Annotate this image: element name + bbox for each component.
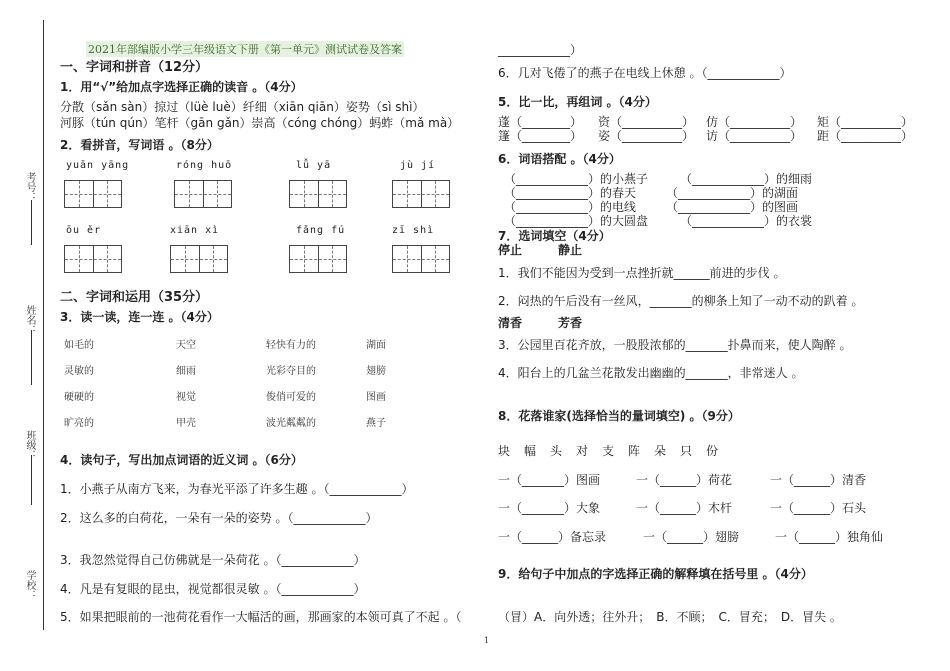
name-label: 姓名： [24, 305, 35, 335]
q4-item-1: 1．小燕子从南方飞来，为春光平添了许多生趣 。（____________） [60, 482, 414, 496]
pinyin-2: róng huō [176, 160, 233, 171]
binding-line [43, 20, 44, 630]
q8-item: 一（_______）图画 [498, 473, 601, 487]
q6-item: （____________）的大圆盘 [504, 214, 649, 228]
writing-grid[interactable] [64, 245, 122, 273]
q1-line2: 河豚（tún qún）笔杆（gān gǎn）崇高（cóng chóng）蚂蚱（mǎ mà） [60, 116, 460, 130]
page-number: 1 [484, 636, 490, 645]
q4-item-3: 3．我忽然觉得自己仿佛就是一朵荷花 。（____________） [60, 553, 366, 567]
match-word: 天空 [176, 340, 196, 351]
match-word: 轻快有力的 [266, 340, 316, 351]
q4-item-5-cont: ____________） [498, 43, 583, 57]
q6-item: （____________）的春天 [504, 186, 637, 200]
q4-item-5: 5．如果把眼前的一池荷花看作一大幅活的画，那画家的本领可真了不起 。（ [60, 610, 462, 624]
match-word: 旷亮的 [64, 418, 94, 429]
q8-item: 一（______）独角仙 [775, 530, 884, 544]
match-word: 湖面 [366, 340, 386, 351]
q8-measure-words: 块 幅 头 对 支 阵 朵 只 份 [498, 444, 720, 458]
q3-title: 3．读一读，连一连 。（4分） [60, 310, 219, 324]
page-title: 2021年部编版小学三年级语文下册《第一单元》测试试卷及答案 [88, 43, 402, 56]
writing-grid[interactable] [392, 180, 450, 208]
q7-word-choices-2: 清香 芳香 [498, 316, 583, 330]
match-word: 波光粼粼的 [266, 418, 316, 429]
q2-title: 2．看拼音，写词语 。（8分） [60, 138, 219, 152]
match-word: 硬硬的 [64, 392, 94, 403]
section-2-title: 二、字词和运用（35分） [60, 290, 209, 305]
q1-line1: 分散（sǎn sàn）掠过（lüè luè）纤细（xiān qiān）姿势（sì shì） [60, 100, 425, 114]
exam-no-line [31, 200, 32, 245]
q8-item: 一（______）翅膀 [643, 530, 740, 544]
match-word: 燕子 [366, 418, 386, 429]
q5-word: 访（__________） [706, 129, 803, 143]
q7-sentence-4: 4．阳台上的几盆兰花散发出幽幽的_______，非常迷人 。 [498, 366, 804, 380]
school-label: 学校： [24, 570, 35, 600]
q8-item: 一（_______）大象 [498, 501, 601, 515]
q8-item: 一（______）石头 [770, 501, 867, 515]
pinyin-6: xiān xì [170, 225, 220, 236]
pinyin-4: jù jí [400, 160, 436, 171]
q5-word: 距（__________） [817, 129, 914, 143]
q1-title: 1．用“√”给加点字选择正确的读音 。（4分） [60, 80, 303, 94]
writing-grid[interactable] [174, 180, 232, 208]
q7-sentence-1: 1．我们不能因为受到一点挫折就______前进的步伐 。 [498, 266, 786, 280]
q7-sentence-3: 3．公园里百花齐放，一股股浓郁的_______扑鼻而来，使人陶醉 。 [498, 338, 852, 352]
match-word: 俊俏可爱的 [266, 392, 316, 403]
q6-title: 6．词语搭配 。（4分） [498, 152, 621, 166]
q5-word: 资（__________） [598, 115, 695, 129]
pinyin-1: yuān yāng [66, 160, 130, 171]
q4-item-2: 2．这么多的白荷花，一朵有一朵的姿势 。（____________） [60, 511, 378, 525]
pinyin-7: fǎng fú [296, 225, 346, 236]
writing-grid[interactable] [289, 245, 347, 273]
writing-grid[interactable] [64, 180, 122, 208]
q6-item: （____________）的衣裳 [680, 214, 813, 228]
q9-title: 9．给句子中加点的字选择正确的解释填在括号里 。（4分） [498, 567, 813, 581]
match-word: 光彩夺目的 [266, 366, 316, 377]
match-word: 视觉 [176, 392, 196, 403]
q5-word: 姿（__________） [598, 129, 695, 143]
q5-word: 蓬（________） [498, 115, 583, 129]
q4-title: 4．读句子，写出加点词语的近义词 。（6分） [60, 453, 303, 467]
q8-title: 8．花落谁家(选择恰当的量词填空) 。（9分） [498, 409, 740, 423]
q6-item: （____________）的图画 [666, 200, 799, 214]
writing-grid[interactable] [170, 245, 228, 273]
q7-sentence-2: 2．闷热的午后没有一丝风，_______的柳条上知了一动不动的趴着 。 [498, 294, 864, 308]
q5-word: 仿（__________） [706, 115, 803, 129]
class-label: 班级： [24, 430, 35, 460]
match-word: 翅膀 [366, 366, 386, 377]
q8-item: 一（______）备忘录 [498, 530, 607, 544]
q6-item: （____________）的电线 [504, 200, 637, 214]
q6-item: （____________）的湖面 [666, 186, 799, 200]
q5-word: 矩（__________） [817, 115, 914, 129]
match-word: 灵敏的 [64, 366, 94, 377]
q4-item-4: 4．凡是有复眼的昆虫，视觉都很灵敏 。（____________） [60, 582, 366, 596]
match-word: 如毛的 [64, 340, 94, 351]
q6-item: （____________）的小燕子 [504, 172, 649, 186]
exam-no-label: 考号： [24, 172, 35, 202]
q9-options: （冒）A．向外透；往外升； B．不顾； C．冒充； D．冒失 。 [498, 610, 842, 624]
q7-word-choices-1: 停止 静止 [498, 243, 583, 257]
writing-grid[interactable] [392, 245, 450, 273]
q6-item: （____________）的细雨 [680, 172, 813, 186]
match-word: 细雨 [176, 366, 196, 377]
pinyin-3: lǚ yā [296, 160, 332, 171]
match-word: 图画 [366, 392, 386, 403]
class-line [31, 455, 32, 505]
q8-item: 一（______）荷花 [636, 473, 733, 487]
q5-title: 5．比一比，再组词 。（4分） [498, 95, 657, 109]
pinyin-5: ōu ěr [66, 225, 102, 236]
section-1-title: 一、字词和拼音（12分） [60, 60, 209, 75]
q7-title: 7．选词填空（4分） [498, 229, 611, 243]
q4-item-6: 6．几对飞倦了的燕子在电线上休憩 。（____________） [498, 66, 792, 80]
q8-item: 一（______）清香 [770, 473, 867, 487]
q5-word: 篷（________） [498, 129, 583, 143]
q8-item: 一（______）木杆 [636, 501, 733, 515]
pinyin-8: zī shì [392, 225, 435, 236]
name-line [31, 330, 32, 385]
writing-grid[interactable] [289, 180, 347, 208]
match-word: 甲壳 [176, 418, 196, 429]
